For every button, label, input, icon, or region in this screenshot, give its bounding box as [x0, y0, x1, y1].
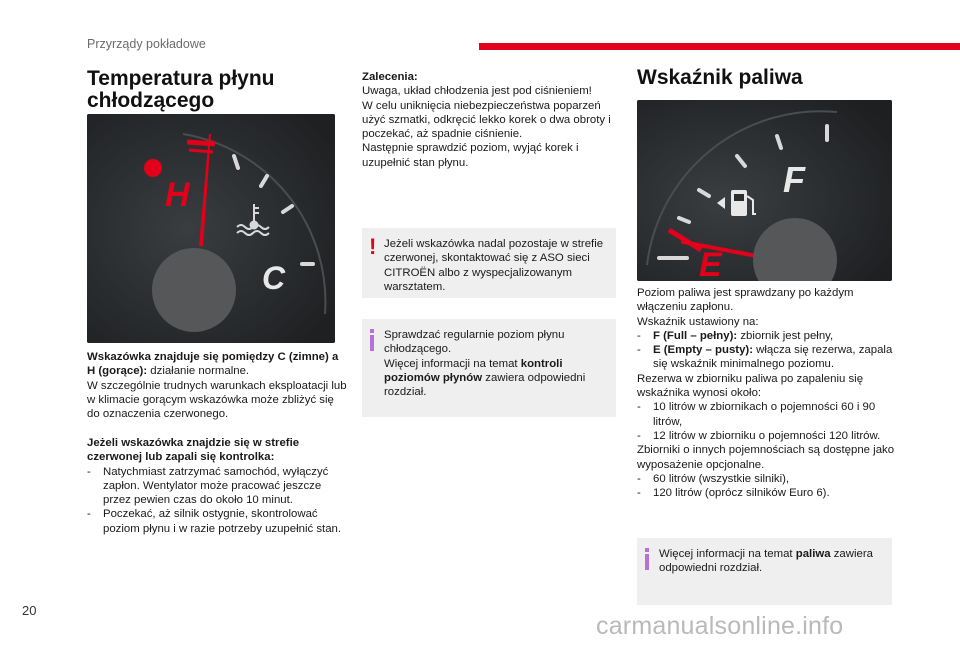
fuel-section-title: Wskaźnik paliwa — [637, 66, 803, 89]
list-item: - 10 litrów w zbiornikach o pojemności 60 i 90 litrów, — [637, 401, 876, 428]
page-number: 20 — [22, 603, 37, 618]
gauge-full-label: F — [783, 159, 805, 200]
list-item: - 12 litrów w zbiorniku o pojemności 120 litrów. — [637, 429, 881, 442]
list-item: - E (Empty – pusty): włącza się rezerwa, zapala się wskaźnik minimalnego poziomu. — [637, 344, 893, 371]
list-item: - F (Full – pełny): zbiornik jest pełny, — [637, 329, 834, 342]
recommendations-block: Zalecenia: Uwaga, układ chłodzenia jest pod ciśnieniem! W celu uniknięcia niebezpieczeństwa poparzeń użyć szmatki, odkręcić lekko korek o dwa obroty i poczekać, aż spadnie ciśnienie. Następnie sprawdzić poziom, wyjąć korek i uzupełnić stan płynu. — [362, 71, 611, 169]
gauge-high-label: H — [165, 176, 190, 214]
list-item: - 120 litrów (oprócz silników Euro 6). — [637, 487, 830, 500]
info-i-icon — [645, 548, 650, 570]
info-note-fuel: Więcej informacji na temat paliwa zawiera odpowiedni rozdział. — [637, 538, 892, 605]
header-accent-bar — [479, 43, 960, 50]
coolant-normal-text: Wskazówka znajduje się pomiędzy C (zimne) a H (gorące): działanie normalne. W szczególnie trudnych warunkach eksploatacji lub w klimacie gorącym wskazówka może zbliżyć się do oznaczenia czerwonego. — [87, 351, 347, 421]
list-item: - Natychmiast zatrzymać samochód, wyłączyć zapłon. Wentylator może pracować jeszcze przez pewien czas do około 10 minut. — [87, 465, 329, 507]
gauge-low-label: C — [262, 260, 286, 296]
watermark: carmanualsonline.info — [596, 612, 844, 640]
info-note-coolant: Sprawdzać regularnie poziom płynu chłodzącego. Więcej informacji na temat kontroli poziomów płynów zawiera odpowiedni rozdział. — [362, 319, 616, 417]
warning-exclamation-icon: ! — [369, 234, 377, 259]
fuel-description: Poziom paliwa jest sprawdzany po każdym włączeniu zapłonu. Wskaźnik ustawiony na: - F (Full – pełny): zbiornik jest pełny, - E (Empty – pusty): włącza się rezerwa, zapala się wskaźnik minimalnego poziomu. Rezerwa w zbiorniku paliwa po zapaleniu się wskaźnika wynosi około: - 10 litrów w zbiornikach o pojemności 60 i 90 litrów, - 12 litrów w zbiorniku o pojemności 120 litrów. Zbiorniki o innych pojemnościach są dostępne jako wyposażenie opcjonalne. - 60 litrów (wszystkie silniki), - 120 litrów (oprócz silników Euro 6). — [637, 287, 895, 500]
link-fluid-levels: kontroli poziomów płynów — [384, 357, 563, 384]
warning-note: ! Jeżeli wskazówka nadal pozostaje w strefie czerwonej, skontaktować się z ASO sieci CITROËN albo z wyspecjalizowanym warsztatem. — [362, 228, 616, 298]
info-i-icon — [370, 329, 375, 351]
gauge-empty-label: E — [699, 246, 722, 281]
fuel-gauge — [637, 100, 892, 281]
section-label: Przyrządy pokładowe — [87, 37, 206, 51]
link-fuel: paliwa — [795, 548, 831, 560]
coolant-normal-bold: Wskazówka znajduje się pomiędzy C (zimne) a H (gorące): — [87, 351, 339, 378]
coolant-warning-lamp-icon — [144, 159, 162, 177]
list-item: - Poczekać, aż silnik ostygnie, skontrolować poziom płynu i w razie potrzeby uzupełnić stan. — [87, 508, 342, 535]
coolant-temperature-gauge — [87, 114, 335, 343]
coolant-red-zone-text: Jeżeli wskazówka znajdzie się w strefie czerwonej lub zapali się kontrolka: - Natychmiast zatrzymać samochód, wyłączyć zapłon. Wentylator może pracować jeszcze przez pewien czas do około 10 minut. - Poczekać, aż silnik ostygnie, skontrolować poziom płynu i w razie potrzeby uzupełnić stan. — [87, 436, 349, 536]
coolant-section-title: Temperatura płynu chłodzącego — [87, 67, 275, 112]
list-item: - 60 litrów (wszystkie silniki), — [637, 472, 790, 485]
